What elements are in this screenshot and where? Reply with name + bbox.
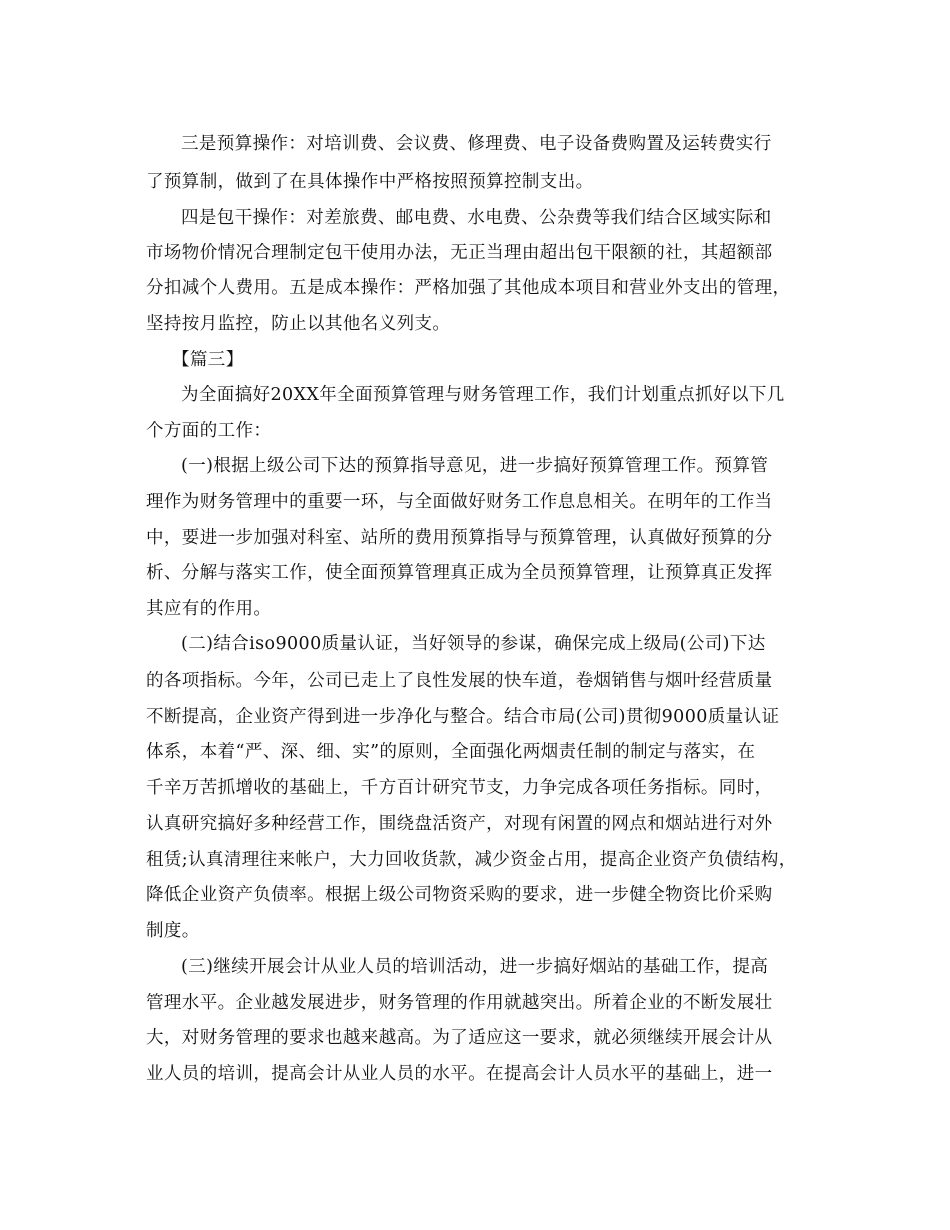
paragraph-line: 中，要进一步加强对科室、站所的费用预算指导与预算管理，认真做好预算的分 xyxy=(146,528,773,548)
paragraph-line: 制度。 xyxy=(146,921,200,941)
paragraph-line: 为全面搞好20XX年全面预算管理与财务管理工作，我们计划重点抓好以下几 xyxy=(181,385,785,405)
paragraph-line: (一)根据上级公司下达的预算指导意见，进一步搞好预算管理工作。预算管 xyxy=(181,456,769,476)
paragraph-line: 理作为财务管理中的重要一环，与全面做好财务工作息息相关。在明年的工作当 xyxy=(146,492,773,512)
paragraph-line: 了预算制，做到了在具体操作中严格按照预算控制支出。 xyxy=(146,172,594,192)
paragraph-line: 分扣减个人费用。五是成本操作：严格加强了其他成本项目和营业外支出的管理， xyxy=(146,278,791,298)
paragraph-line: 降低企业资产负债率。根据上级公司物资采购的要求，进一步健全物资比价采购 xyxy=(146,885,773,905)
paragraph-line: 业人员的培训，提高会计从业人员的水平。在提高会计人员水平的基础上，进一 xyxy=(146,1064,773,1084)
paragraph-line: 三是预算操作：对培训费、会议费、修理费、电子设备费购置及运转费实行 xyxy=(181,134,772,154)
paragraph-line: 四是包干操作：对差旅费、邮电费、水电费、公杂费等我们结合区域实际和 xyxy=(181,208,772,228)
paragraph-line: 的各项指标。今年，公司已走上了良性发展的快车道，卷烟销售与烟叶经营质量 xyxy=(146,671,773,691)
paragraph-line: 千辛万苦抓增收的基础上，千方百计研究节支，力争完成各项任务指标。同时， xyxy=(146,778,773,798)
paragraph-line: 管理水平。企业越发展进步，财务管理的作用就越突出。所着企业的不断发展壮 xyxy=(146,993,773,1013)
paragraph-line: 不断提高，企业资产得到进一步净化与整合。结合市局(公司)贯彻9000质量认证 xyxy=(146,707,780,727)
paragraph-line: 租赁;认真清理往来帐户，大力回收货款，减少资金占用，提高企业资产负债结构， xyxy=(146,850,797,870)
paragraph-line: (三)继续开展会计从业人员的培训活动，进一步搞好烟站的基础工作，提高 xyxy=(181,957,769,977)
section-heading: 【篇三】 xyxy=(172,350,244,370)
paragraph-line: 市场物价情况合理制定包干使用办法，无正当理由超出包干限额的社，其超额部 xyxy=(146,243,773,263)
paragraph-line: (二)结合iso9000质量认证，当好领导的参谋，确保完成上级局(公司)下达 xyxy=(181,634,766,654)
paragraph-line: 大，对财务管理的要求也越来越高。为了适应这一要求，就必须继续开展会计从 xyxy=(146,1028,773,1048)
paragraph-line: 个方面的工作： xyxy=(146,421,272,441)
paragraph-line: 坚持按月监控，防止以其他名义列支。 xyxy=(146,314,451,334)
paragraph-line: 体系，本着“严、深、细、实”的原则，全面强化两烟责任制的制定与落实，在 xyxy=(146,742,756,762)
paragraph-line: 析、分解与落实工作，使全面预算管理真正成为全员预算管理，让预算真正发挥 xyxy=(146,563,773,583)
paragraph-line: 认真研究搞好多种经营工作，围绕盘活资产，对现有闲置的网点和烟站进行对外 xyxy=(146,814,773,834)
paragraph-line: 其应有的作用。 xyxy=(146,599,272,619)
